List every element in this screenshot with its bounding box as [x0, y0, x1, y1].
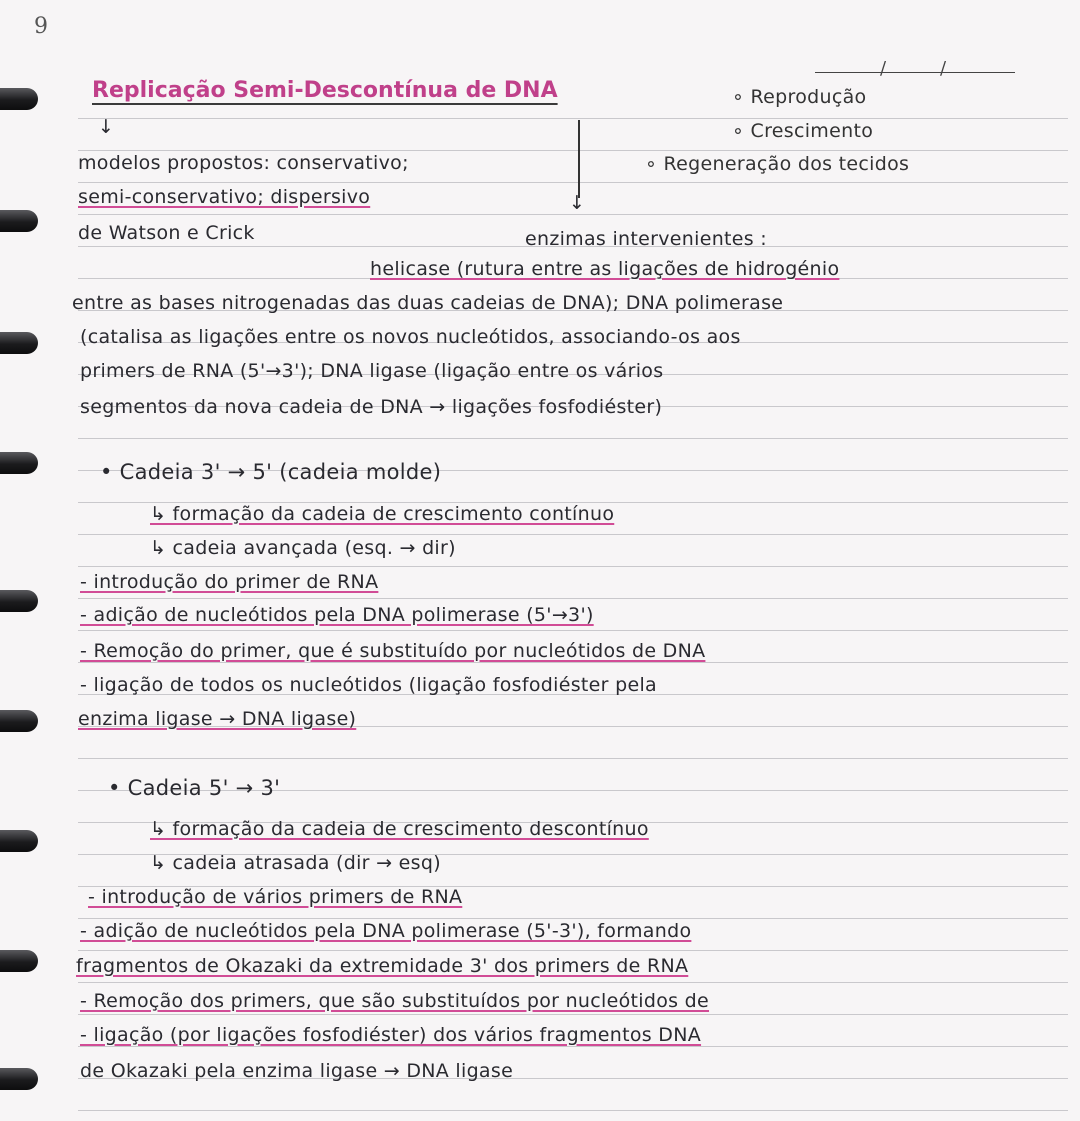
- down-arrow: ↓: [569, 192, 586, 214]
- text-line: (catalisa as ligações entre os novos nucleótidos, associando-os aos: [80, 326, 741, 348]
- text-line: entre as bases nitrogenadas das duas cadeias de DNA); DNA polimerase: [72, 292, 784, 314]
- list-item: ∘ Reprodução: [732, 86, 867, 108]
- step-line: enzima ligase → DNA ligase): [78, 708, 357, 730]
- list-item: ∘ Regeneração dos tecidos: [645, 153, 910, 175]
- sub-item: ↳ formação da cadeia de crescimento contínuo: [150, 503, 615, 525]
- sub-item: ↳ cadeia avançada (esq. → dir): [150, 537, 456, 559]
- sub-item: ↳ formação da cadeia de crescimento descontínuo: [150, 818, 649, 840]
- down-arrow: ↓: [98, 116, 115, 138]
- date-slash: /: [940, 58, 947, 79]
- page-title: Replicação Semi-Descontínua de DNA: [92, 78, 558, 103]
- text-line: primers de RNA (5'→3'); DNA ligase (ligação entre os vários: [80, 360, 664, 382]
- models-line: semi-conservativo; dispersivo: [78, 186, 371, 208]
- enzymes-header: enzimas intervenientes :: [525, 228, 768, 250]
- step-line: fragmentos de Okazaki da extremidade 3' dos primers de RNA: [76, 955, 689, 977]
- text-line: segmentos da nova cadeia de DNA → ligações fosfodiéster): [80, 396, 663, 418]
- step-line: - Remoção dos primers, que são substituídos por nucleótidos de: [80, 990, 710, 1012]
- step-line: - introdução de vários primers de RNA: [88, 886, 463, 908]
- step-line: - ligação (por ligações fosfodiéster) dos vários fragmentos DNA: [80, 1024, 702, 1046]
- step-line: - adição de nucleótidos pela DNA polimerase (5'→3'): [80, 604, 594, 626]
- step-line: - introdução do primer de RNA: [80, 571, 379, 593]
- divider-line: [578, 120, 580, 198]
- models-line: de Watson e Crick: [78, 222, 255, 244]
- section-header: • Cadeia 3' → 5' (cadeia molde): [100, 460, 442, 484]
- page-number: 9: [34, 14, 48, 39]
- list-item: ∘ Crescimento: [732, 120, 874, 142]
- text-line: helicase (rutura entre as ligações de hidrogénio: [370, 258, 840, 280]
- step-line: - ligação de todos os nucleótidos (ligação fosfodiéster pela: [80, 674, 657, 696]
- step-line: - Remoção do primer, que é substituído por nucleótidos de DNA: [80, 640, 706, 662]
- step-line: de Okazaki pela enzima ligase → DNA ligase: [80, 1060, 514, 1082]
- step-line: - adição de nucleótidos pela DNA polimerase (5'-3'), formando: [80, 920, 692, 942]
- sub-item: ↳ cadeia atrasada (dir → esq): [150, 852, 441, 874]
- section-header: • Cadeia 5' → 3': [108, 776, 281, 800]
- date-slash: /: [880, 58, 887, 79]
- models-line: modelos propostos: conservativo;: [78, 152, 409, 174]
